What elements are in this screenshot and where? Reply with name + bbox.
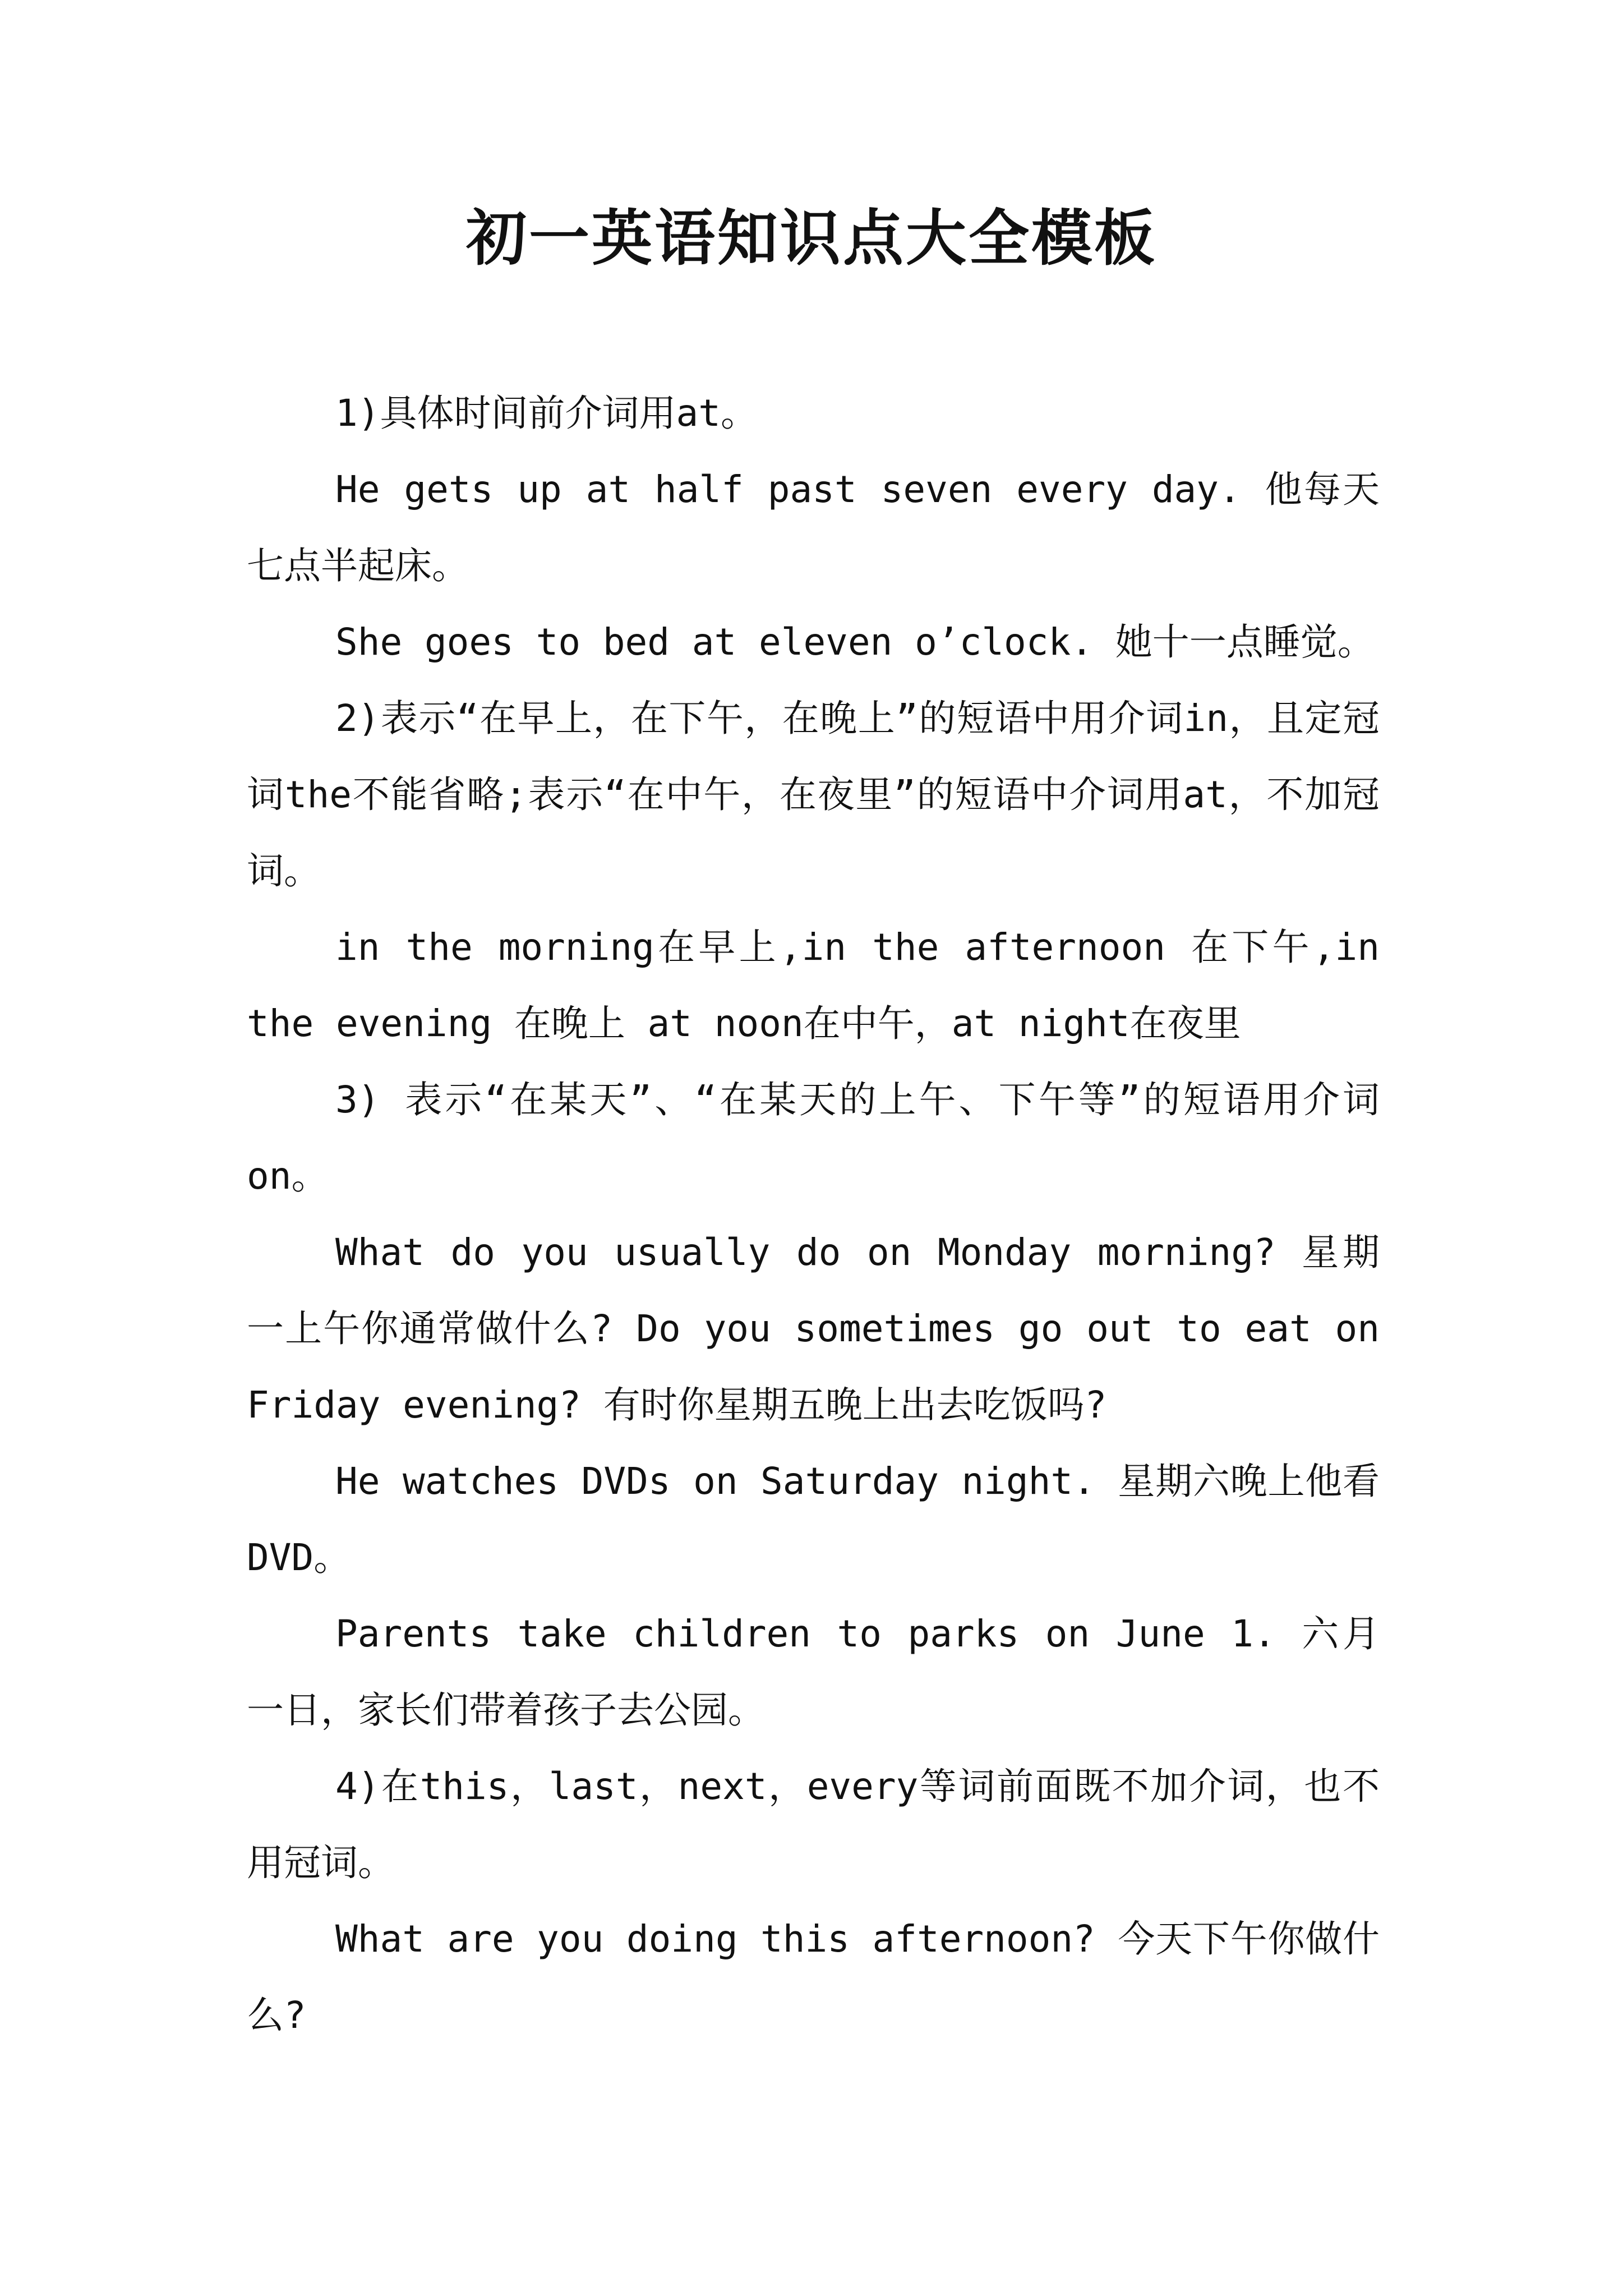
paragraph-9: Parents take children to parks on June 1. 六月一日，家长们带着孩子去公园。 — [247, 1612, 1380, 1732]
paragraph-11: What are you doing this afternoon? 今天下午你做什么? — [247, 1917, 1380, 2037]
paragraph-4: 2)表示“在早上，在下午，在晚上”的短语中用介词in，且定冠词the不能省略;表示“在中午，在夜里”的短语中介词用at，不加冠词。 — [247, 697, 1380, 892]
paragraph-2: He gets up at half past seven every day. 他每天七点半起床。 — [247, 468, 1380, 587]
paragraph-7: What do you usually do on Monday morning? 星期一上午你通常做什么? Do you sometimes go out to eat on Friday evening? 有时你星期五晚上出去吃饭吗? — [247, 1231, 1380, 1427]
paragraph-6: 3) 表示“在某天”、“在某天的上午、下午等”的短语用介词on。 — [247, 1078, 1380, 1198]
paragraph-1: 1)具体时间前介词用at。 — [335, 392, 758, 435]
paragraph-8: He watches DVDs on Saturday night. 星期六晚上他看DVD。 — [247, 1460, 1380, 1579]
paragraph-5: in the morning在早上,in the afternoon 在下午,in the evening 在晚上 at noon在中午，at night在夜里 — [247, 926, 1380, 1045]
document-body — [247, 375, 1380, 2054]
page-title: 初一英语知识点大全模板 — [465, 203, 1157, 274]
paragraph-3: She goes to bed at eleven o’clock. 她十一点睡觉。 — [335, 620, 1375, 664]
paragraph-10: 4)在this，last，next，every等词前面既不加介词，也不用冠词。 — [247, 1765, 1380, 1884]
